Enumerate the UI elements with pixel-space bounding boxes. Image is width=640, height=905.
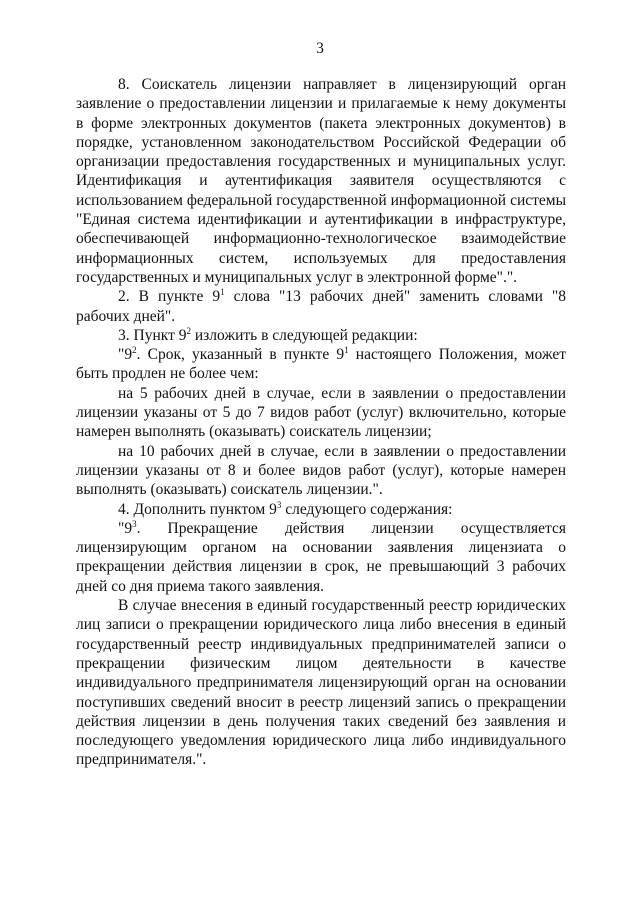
paragraph-item-2: 2. В пункте $9^1$ слова "13 рабочих дней" заменить словами "8 рабочих дней".: [76, 287, 566, 325]
paragraph-termination: В случае внесения в единый государственный реестр юридических лиц записи о прекращении юридического лица либо внесения в единый государственный реестр индивидуальных предпринимателей записи о прекращении физическим лицом деятельности в качестве индивидуального предпринимателя лицензирующий орган на основании поступивших сведений вносит в реестр лицензий запись о прекращении действия лицензии в день получения таких сведений без заявления и последующего уведомления юридического лица либо индивидуального предпринимателя.".: [76, 597, 566, 769]
paragraph-point-9-3: "$9^3$. Прекращение действия лицензии осуществляется лицензирующим органом на основании заявления лицензиата о прекращении действия лицензии в срок, не превышающий 3 рабочих дней со дня приема такого заявления.: [76, 518, 566, 595]
paragraph-item-4: 4. Дополнить пунктом $9^3$ следующего содержания:: [118, 499, 453, 518]
paragraph-item-8: 8. Соискатель лицензии направляет в лицензирующий орган заявление о предоставлении лицензии и прилагаемые к нему документы в форме электронных документов (пакета электронных документов) в порядке, установленном законодательством Российской Федерации об организации предоставления государственных и муниципальных услуг. Идентификация и аутентификация заявителя осуществляются с использованием федеральной государственной информационной системы "Единая система идентификации и аутентификации в инфраструктуре, обеспечивающей информационно-технологическое взаимодействие информационных систем, используемых для предоставления государственных и муниципальных услуг в электронной форме".".: [76, 76, 566, 286]
paragraph-item-3: 3. Пункт $9^2$ изложить в следующей редакции:: [118, 325, 418, 344]
paragraph-5-days: на 5 рабочих дней в случае, если в заявлении о предоставлении лицензии указаны от 5 до 7 видов работ (услуг) включительно, которые намерен выполнять (оказывать) соискатель лицензии;: [76, 384, 566, 441]
document-body: [76, 75, 566, 770]
page-number: 3: [316, 40, 324, 57]
paragraph-10-days: на 10 рабочих дней в случае, если в заявлении о предоставлении лицензии указаны от 8 и более видов работ (услуг), которые намерен выполнять (оказывать) соискатель лицензии.".: [76, 442, 566, 499]
paragraph-point-9-2: "$9^2$. Срок, указанный в пункте $9^1$ настоящего Положения, может быть продлен не более чем:: [76, 345, 566, 383]
